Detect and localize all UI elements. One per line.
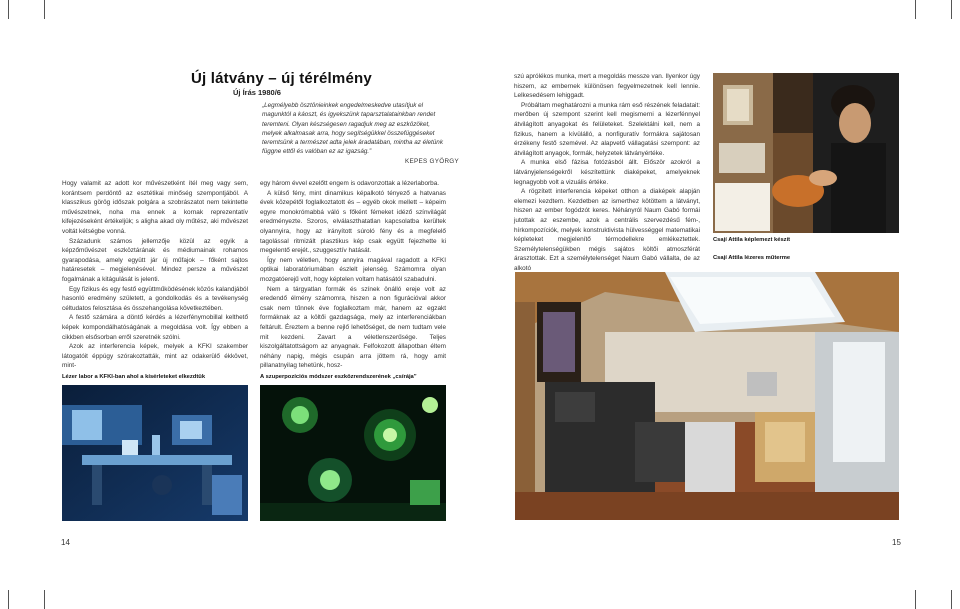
paragraph: Nem a tárgyatlan formák és színek önálló ereje volt az eredendő élmény számomra, hiszen a non figurációval akkor csak nem tűnnek éve foglalkoztam már, hanem az egzakt formáknak az a költői gazdagsága, mely az interferenciákban feltárult. Éreztem a benne rejlő lehetőséget, de nem tudtam vele mit kezdeni. Zavart a véletlenszerűsége. Teljes kiszolgáltatottságom az anyagnak. Felfokozott állapotban éltem néhány napig, mégis csupán arra jöttem rá, hogy amit pillanatnyilag tehetünk, hosz- — [260, 285, 446, 370]
paragraph: A külső fény, mint dinamikus képalkotó tényező a hatvanas évek közepétől foglalkoztatott és – egyéb okok mellett – képeim egyre monokrómabbá váló s főként fémeket idéző színvilágát eredményezte. Szoros, elválaszthatatlan kapcsolatba kerültek olyannyira, hogy az irányított súroló fény és a megfelelő tagolással ritmizált plasztikus kép csak együtt fejezhette ki megelentő erejét., szuggesztív hatását. — [260, 189, 446, 255]
superposition-caption: A szuperpozíciós módszer eszközrendszerének „csírája” — [260, 374, 417, 380]
page-number-right: 15 — [892, 538, 901, 547]
article-title: Új látvány – új térélmény — [191, 70, 372, 87]
laser-lab-caption: Lézer labor a KFKI-ban ahol a kísérleteket elkezdtük — [62, 374, 206, 380]
paragraph: A munka első fázisa fotózásból állt. Először azokról a látványjelenségekről készítettünk diaképeket, amelyeknek legnagyobb volt a vizuális értéke. — [514, 159, 700, 186]
crop-mark — [915, 0, 916, 19]
studio-caption: Csají Attila lézeres műterme — [713, 255, 791, 261]
crop-mark — [951, 0, 952, 19]
laser-lab-photo — [62, 385, 248, 521]
article-source: Új Írás 1980/6 — [233, 88, 281, 97]
studio-photo — [515, 272, 899, 520]
paragraph: Így nem véletlen, hogy annyira magával ragadott a KFKI optikai laboratóriumában észlelt jelenség. Számomra olyan mozgatóerejű volt, hogy képtelen voltam hatásától szabadulni. — [260, 256, 446, 283]
paragraph: A rögzített interferencia képeket otthon a diaképek alapján elemezi kezdtem. Kezdetben az ismerthez kötöttem a látványt, hiszen az ember fogódzót keres. Néhányról Naum Gabó formái jutottak az eszembe, azok a centrális szervezdésű fém-, hírkompozíciók, melyek konstruktivista hülvességgel matematikai képleteket megjelenítő térmodellekre emlékeztettek. Személytelenségükben mégis sajátos költői atmoszférát árasztottak. Ezt a személytelenséget Naum Gabó vállalta, de az alkotó — [514, 188, 700, 272]
text-column-3 — [514, 72, 700, 273]
portrait-caption: Csají Attila képlemezt készít — [713, 237, 791, 243]
crop-mark — [951, 590, 952, 609]
crop-mark — [44, 590, 45, 609]
paragraph: Azok az interferencia képek, melyek a KFKI szakember látogatóit éppúgy szórakoztatták, mint az odakerülő ékkövet, mint- — [62, 343, 248, 370]
superposition-photo — [260, 385, 446, 521]
crop-mark — [8, 0, 9, 19]
paragraph: Hogy valamit az adott kor művészetként ítél meg vagy sem, korántsem perdöntő az esztétikai minőség szempontjából. A klasszikus görög időszak polgára a szobrászatot nem tekintette művészetnek, noha ma ennek a kornak reprezentatív kifejezéseként értékeljük; s aligha akad oly műtész, aki művészet voltát kétségbe vonná. — [62, 180, 248, 235]
portrait-photo — [713, 73, 899, 233]
crop-mark — [44, 0, 45, 19]
text-column-1 — [62, 179, 248, 371]
paragraph: Századunk számos jellemzője közül az egyik a képzőművészet eszköztárának és médiumainak rohamos gyarapodása, amely együtt jár új műfajok – főként sajtos határesetek – megjelenésével. Mindez persze a művészet fogalmának a kitágulását is jelenti. — [62, 237, 248, 283]
text-column-2 — [260, 179, 446, 371]
epigraph-author: KEPES GYÖRGY — [405, 158, 459, 165]
crop-mark — [8, 590, 9, 609]
paragraph: szú aprólékos munka, mert a megoldás messze van. Ilyenkor úgy hiszem, az embernek különösen fegyelmezetnek kell lennie. Lelkesedésem lehiggadt. — [514, 73, 700, 100]
paragraph: Próbáltam meghatározni a munka rám eső részének feladatait: merőben új szempont szerint kell megismerni a lézerfénnyel átvilágított anyagokat és felületeket. Szelektálni kell, nem a fizikus, hanem a kívülálló, a nonfiguratív formákra sajátosan érzékeny festő szemével. Az alapvető vállagatási szempont: az átvilágított anyagok, formák, helyzetek látványértéke. — [514, 101, 700, 157]
page-number-left: 14 — [61, 538, 70, 547]
paragraph: egy három évvel ezelőtt engem is odavonzottak a lézerlaborba. — [260, 180, 440, 187]
paragraph: Egy fizikus és egy festő együttműködésének közös kalandjából hasonló eredmény született, a gondolkodás és a tevékenység céltudatos felosztása és összehangolása következtében. — [62, 285, 248, 312]
paragraph: A festő számára a döntő kérdés a lézerfénymobillal kelthető képek kompondálhatóságának a megoldása volt. Így ebben a cikkben elsősorban erről szeretnék szólni. — [62, 314, 248, 341]
crop-mark — [915, 590, 916, 609]
epigraph-quote: „Legmélyebb ösztönieinkek engedelmeskedve utasítjuk el magunktól a káoszt, és igyekszünk taparsztalatainkban rendet teremteni. Olyan készségesen ragadjuk meg az eszközöket, melyek alkalmasak arra, hogy segítségükkel összefüggéseket teremtsünk a természet adta jelek áradatában, mintha az életünk függne ettől és valóban ez az igazság.” — [262, 102, 443, 156]
